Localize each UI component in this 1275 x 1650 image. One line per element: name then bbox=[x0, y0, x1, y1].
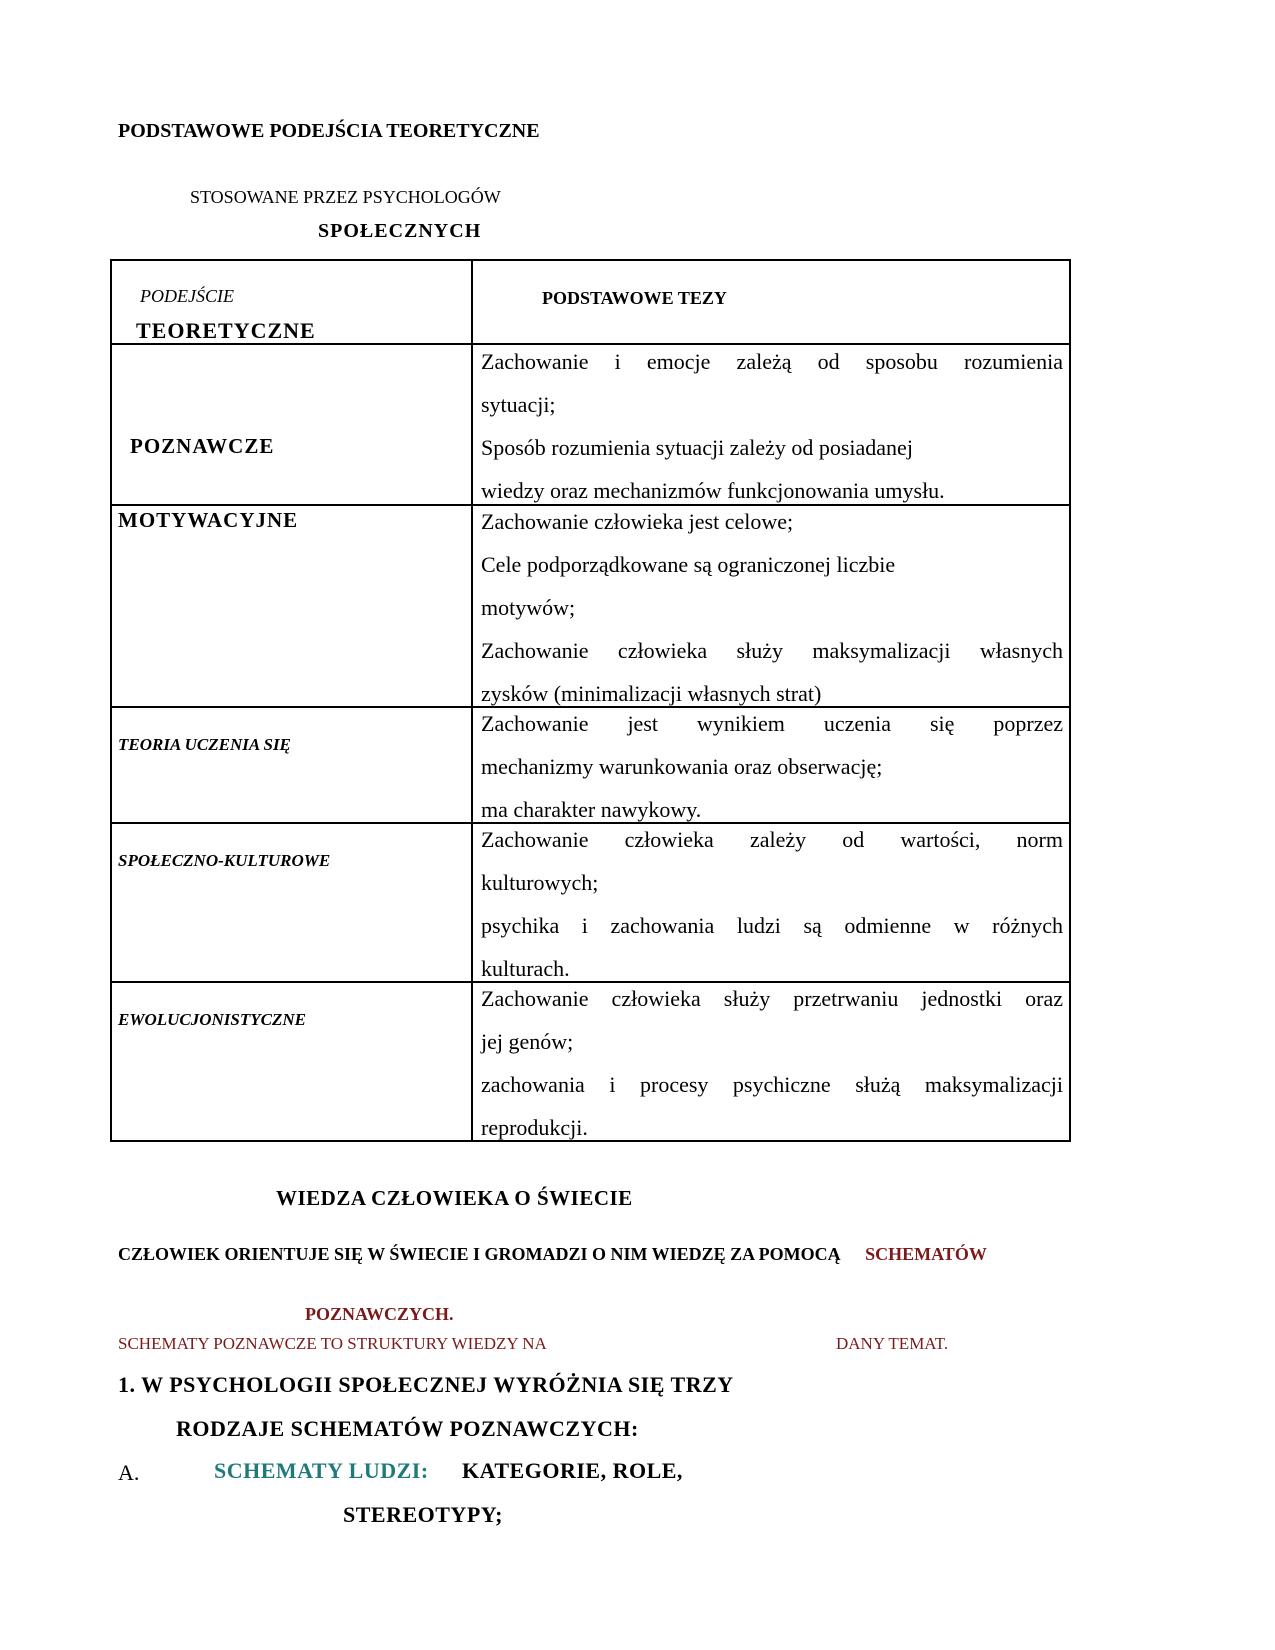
document-subtitle: STOSOWANE PRZEZ PSYCHOLOGÓW bbox=[190, 187, 501, 207]
table-row-label: POZNAWCZE bbox=[130, 434, 275, 458]
table-cell-theses bbox=[481, 818, 1063, 990]
cell-line: mechanizmy warunkowania oraz obserwację; bbox=[481, 754, 883, 779]
cell-line: Zachowanie jest wynikiem uczenia się poprzez bbox=[481, 711, 1063, 736]
table-cell-theses bbox=[481, 340, 1063, 512]
table-border-left bbox=[110, 259, 112, 1142]
schemata-people-label: SCHEMATY LUDZI: bbox=[214, 1458, 429, 1483]
table-cell-theses bbox=[481, 702, 1063, 831]
cell-line: Zachowanie człowieka jest celowe; bbox=[481, 509, 794, 534]
section-title: WIEDZA CZŁOWIEKA O ŚWIECIE bbox=[276, 1186, 633, 1210]
document-title: PODSTAWOWE PODEJŚCIA TEORETYCZNE bbox=[118, 120, 540, 142]
cell-line: Zachowanie człowieka służy przetrwaniu jednostki oraz bbox=[481, 986, 1063, 1011]
cell-line: Cele podporządkowane są ograniczonej liczbie bbox=[481, 552, 896, 577]
table-row-label: EWOLUCJONISTYCZNE bbox=[118, 1010, 306, 1029]
intro-line bbox=[118, 1244, 987, 1265]
cell-line: Zachowanie człowieka służy maksymalizacji własnych bbox=[481, 638, 1063, 663]
table-border-top bbox=[110, 259, 1071, 261]
intro-highlight-2: POZNAWCZYCH. bbox=[305, 1304, 454, 1324]
cell-line: zachowania i procesy psychiczne służą maksymalizacji bbox=[481, 1072, 1063, 1097]
table-border-right bbox=[1069, 259, 1071, 1142]
cell-line: Sposób rozumienia sytuacji zależy od posiadanej bbox=[481, 435, 913, 460]
cell-line: reprodukcji. bbox=[481, 1115, 588, 1140]
list-item-1-cont: RODZAJE SCHEMATÓW POZNAWCZYCH: bbox=[176, 1416, 639, 1441]
intro-highlight: SCHEMATÓW bbox=[865, 1244, 987, 1264]
cell-line: motywów; bbox=[481, 595, 576, 620]
cell-line: psychika i zachowania ludzi są odmienne w różnych bbox=[481, 913, 1063, 938]
document-subtitle-2: SPOŁECZNYCH bbox=[318, 220, 482, 242]
definition-text: SCHEMATY POZNAWCZE TO STRUKTURY WIEDZY NA bbox=[118, 1334, 547, 1353]
intro-text: CZŁOWIEK ORIENTUJE SIĘ W ŚWIECIE I GROMADZI O NIM WIEDZĘ ZA POMOCĄ bbox=[118, 1244, 841, 1264]
cell-line: Zachowanie i emocje zależą od sposobu rozumienia bbox=[481, 349, 1063, 374]
table-row-label: SPOŁECZNO-KULTUROWE bbox=[118, 851, 331, 870]
table-column-divider bbox=[471, 259, 473, 1142]
table-header-theses: PODSTAWOWE TEZY bbox=[542, 288, 727, 308]
schemata-people-items: KATEGORIE, ROLE, bbox=[462, 1458, 683, 1483]
cell-line: kulturach. bbox=[481, 956, 570, 981]
cell-line: Zachowanie człowieka zależy od wartości, norm bbox=[481, 827, 1063, 852]
definition-text-end: DANY TEMAT. bbox=[836, 1334, 949, 1353]
table-cell-theses bbox=[481, 977, 1063, 1149]
table-row-label: TEORIA UCZENIA SIĘ bbox=[118, 735, 291, 754]
schemata-people-items-cont: STEREOTYPY; bbox=[343, 1502, 503, 1527]
cell-line: zysków (minimalizacji własnych strat) bbox=[481, 681, 822, 706]
cell-line: wiedzy oraz mechanizmów funkcjonowania umysłu. bbox=[481, 478, 945, 503]
cell-line: sytuacji; bbox=[481, 392, 556, 417]
table-row-label: MOTYWACYJNE bbox=[118, 508, 299, 532]
cell-line: jej genów; bbox=[481, 1029, 574, 1054]
list-item-1: 1. W PSYCHOLOGII SPOŁECZNEJ WYRÓŻNIA SIĘ TRZY bbox=[118, 1372, 734, 1397]
table-cell-theses bbox=[481, 500, 1063, 715]
list-letter-a: A. bbox=[118, 1460, 140, 1485]
table-header-theoretical: TEORETYCZNE bbox=[136, 318, 316, 343]
table-header-approach: PODEJŚCIE bbox=[140, 286, 234, 306]
cell-line: ma charakter nawykowy. bbox=[481, 797, 702, 822]
cell-line: kulturowych; bbox=[481, 870, 599, 895]
